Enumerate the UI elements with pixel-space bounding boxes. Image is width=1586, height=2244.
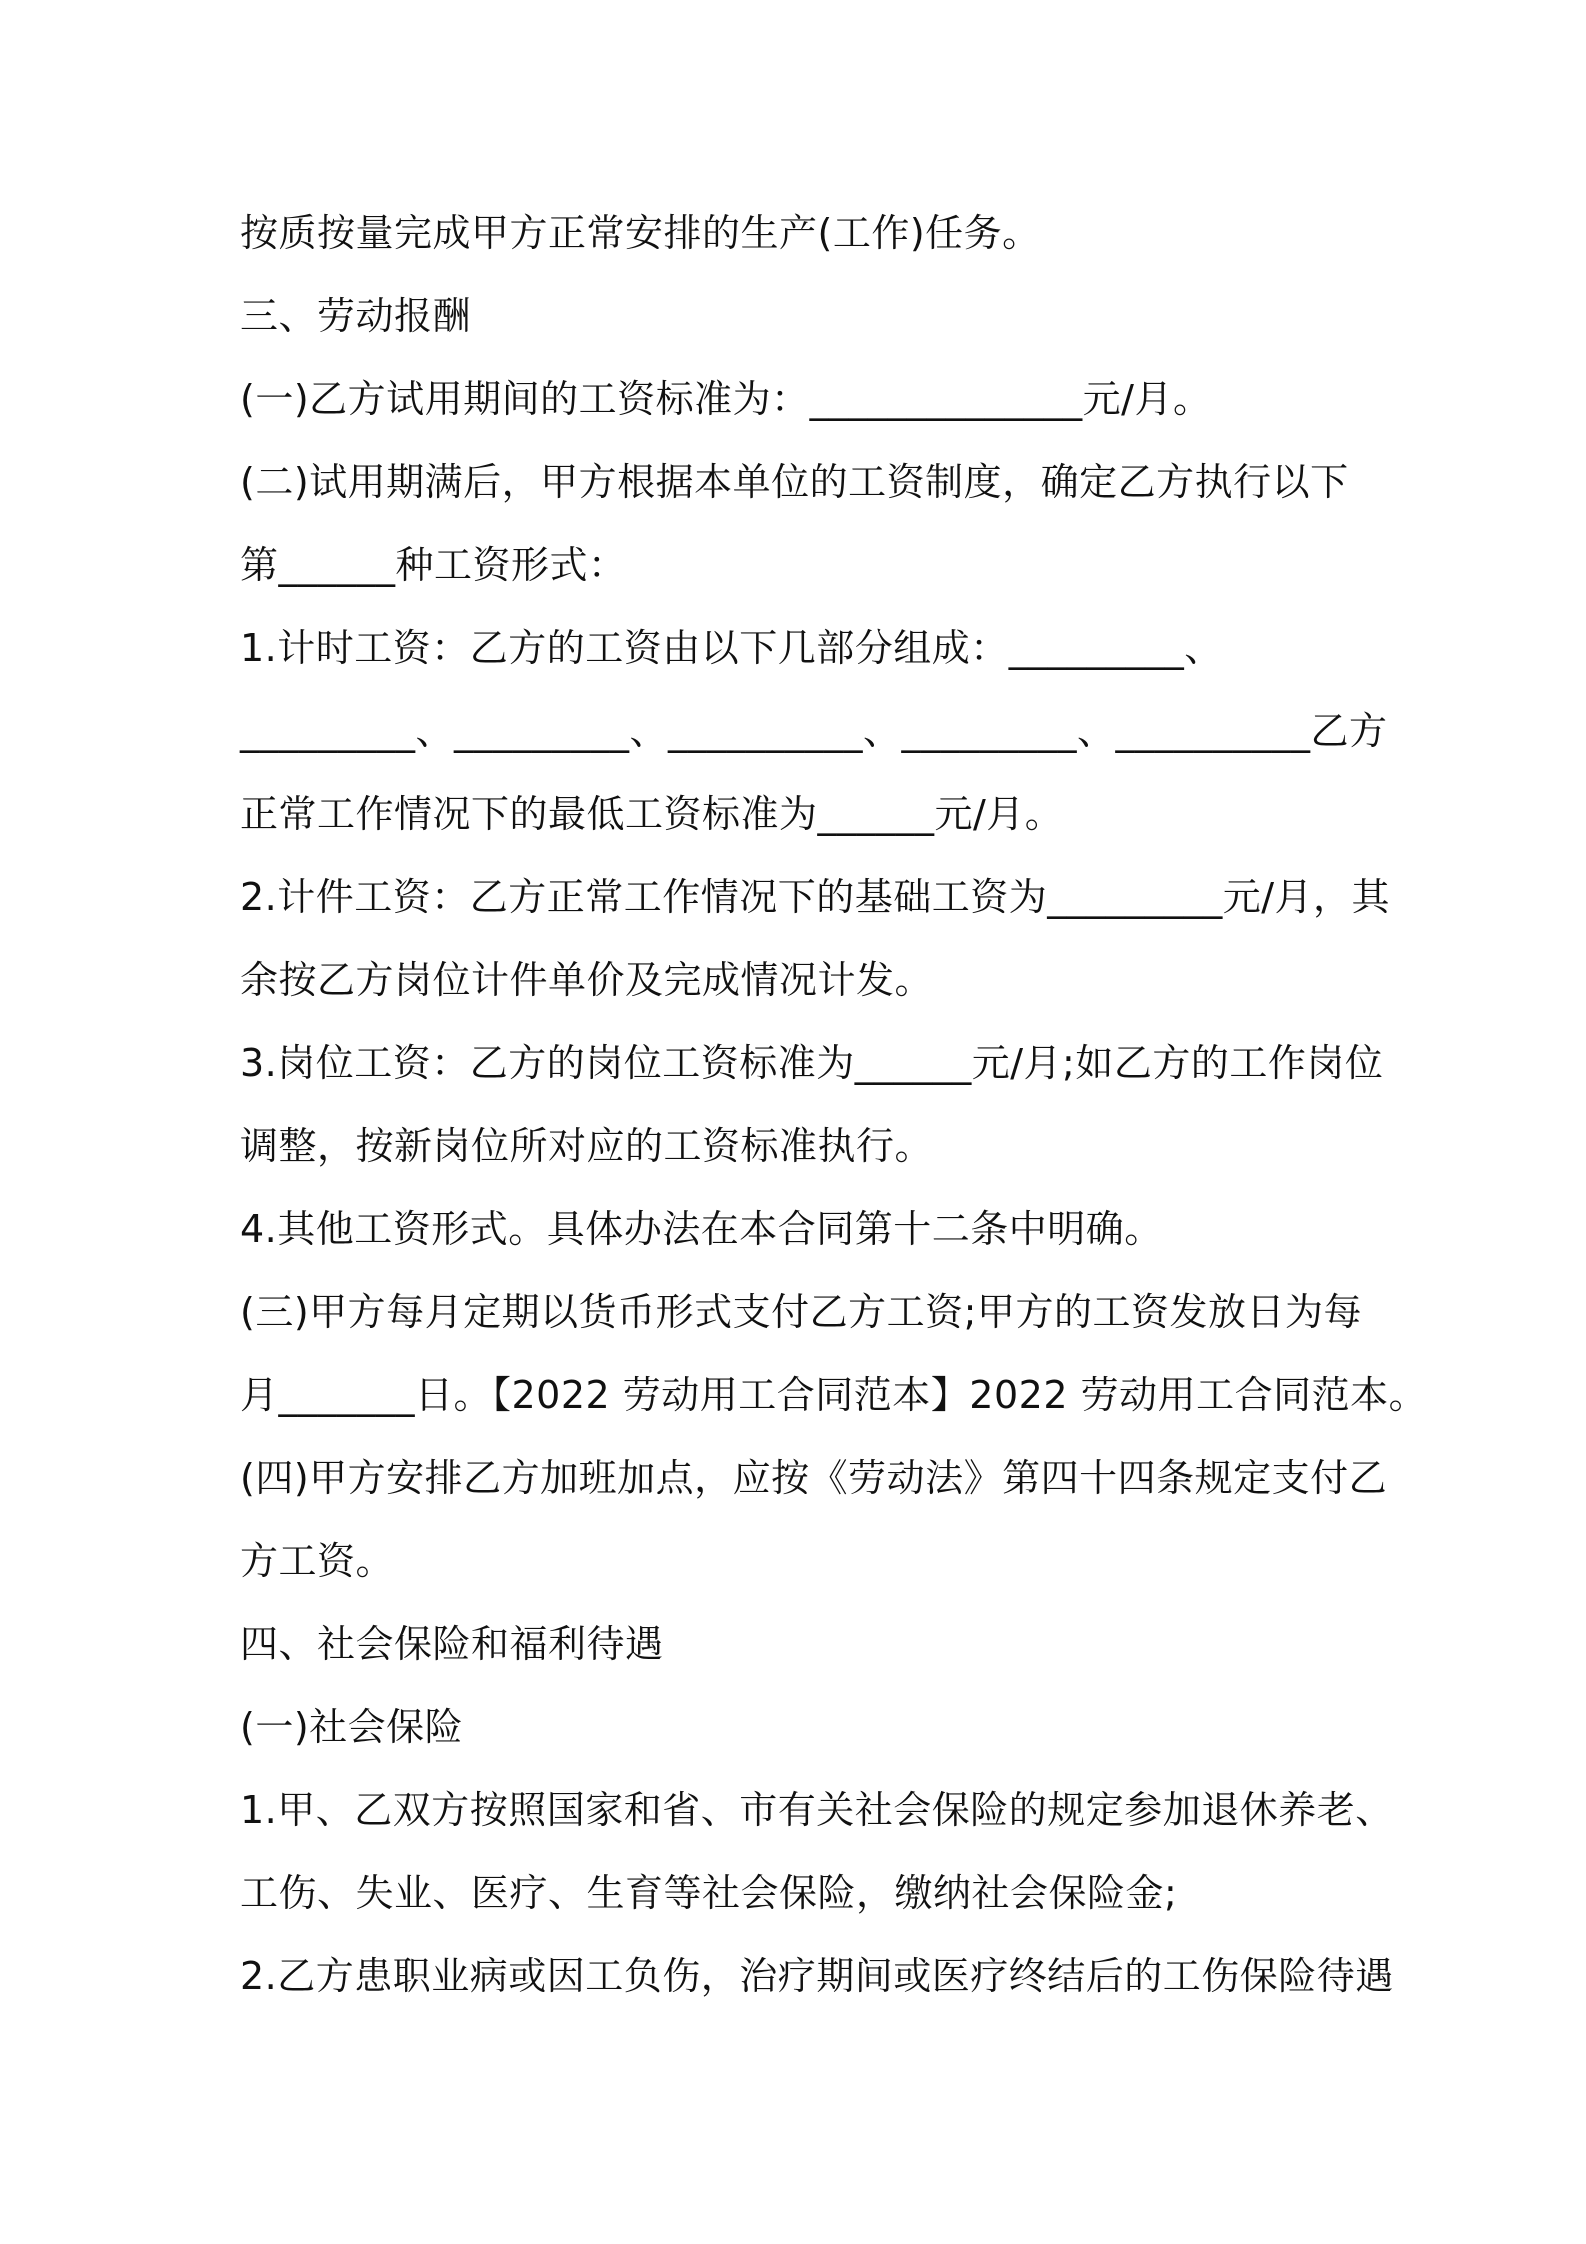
text-line: 3.岗位工资：乙方的岗位工资标准为______元/月;如乙方的工作岗位 bbox=[240, 1041, 1384, 1085]
section-heading: 四、社会保险和福利待遇 bbox=[240, 1622, 664, 1666]
text-line: 1.甲、乙双方按照国家和省、市有关社会保险的规定参加退休养老、 bbox=[240, 1788, 1394, 1832]
text-line: 1.计时工资：乙方的工资由以下几部分组成：_________、 bbox=[240, 626, 1223, 670]
text-line: 第______种工资形式： bbox=[240, 543, 627, 587]
text-line: (二)试用期满后，甲方根据本单位的工资制度，确定乙方执行以下 bbox=[240, 460, 1349, 504]
text-line: 方工资。 bbox=[240, 1539, 395, 1583]
text-line: 2.计件工资：乙方正常工作情况下的基础工资为_________元/月，其 bbox=[240, 875, 1391, 919]
text-line: (四)甲方安排乙方加班加点，应按《劳动法》第四十四条规定支付乙 bbox=[240, 1456, 1388, 1500]
text-line: 余按乙方岗位计件单价及完成情况计发。 bbox=[240, 958, 934, 1002]
document-body bbox=[240, 192, 1428, 2018]
text-line: 月_______日。【2022 劳动用工合同范本】2022 劳动用工合同范本。 bbox=[240, 1373, 1428, 1417]
text-line: 按质按量完成甲方正常安排的生产(工作)任务。 bbox=[240, 211, 1041, 255]
text-line: 4.其他工资形式。具体办法在本合同第十二条中明确。 bbox=[240, 1207, 1163, 1251]
subsection-heading: (一)社会保险 bbox=[240, 1705, 464, 1749]
text-line: (一)乙方试用期间的工资标准为：______________元/月。 bbox=[240, 377, 1212, 421]
text-line: _________、_________、__________、_________、__________乙方 bbox=[240, 709, 1388, 753]
section-heading: 三、劳动报酬 bbox=[240, 294, 472, 338]
text-line: 2.乙方患职业病或因工负伤，治疗期间或医疗终结后的工伤保险待遇 bbox=[240, 1954, 1394, 1998]
text-line: 工伤、失业、医疗、生育等社会保险，缴纳社会保险金; bbox=[240, 1871, 1178, 1915]
text-line: 正常工作情况下的最低工资标准为______元/月。 bbox=[240, 792, 1064, 836]
text-line: (三)甲方每月定期以货币形式支付乙方工资;甲方的工资发放日为每 bbox=[240, 1290, 1362, 1334]
text-line: 调整，按新岗位所对应的工资标准执行。 bbox=[240, 1124, 934, 1168]
